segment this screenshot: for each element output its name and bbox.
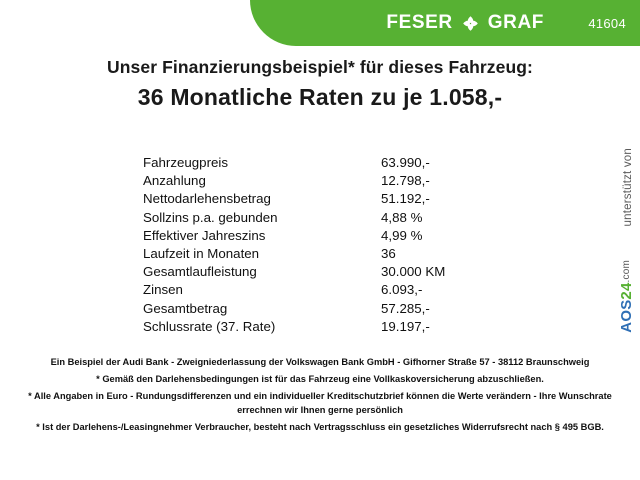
page-header — [0, 0, 640, 46]
footnote-line-3: * Alle Angaben in Euro - Rundungsdifferenzen und ein individueller Kreditschutzbrief können die Werte verändern - Ihre Wunschrate errechnen wir Ihnen gerne persönlich — [28, 391, 612, 415]
footnote-line-1: Ein Beispiel der Audi Bank - Zweigniederlassung der Volkswagen Bank GmbH - Gifhorner Straße 57 - 38112 Braunschweig — [50, 357, 590, 367]
clover-icon — [462, 15, 479, 32]
brand-name-feser: FESER — [386, 12, 453, 33]
aos24-logo — [618, 260, 635, 333]
row-value: 6.093,- — [381, 282, 423, 298]
table-row — [143, 210, 503, 228]
footnotes — [22, 356, 618, 434]
table-row — [143, 173, 503, 191]
row-value: 63.990,- — [381, 155, 430, 170]
brand-logo — [386, 0, 544, 46]
row-label: Effektiver Jahreszins — [143, 227, 266, 243]
table-row — [143, 301, 503, 319]
aos24-mid: OS — [618, 299, 635, 322]
row-label: Gesamtlaufleistung — [143, 264, 257, 280]
row-label: Zinsen — [143, 282, 183, 298]
row-value: 4,99 % — [381, 227, 423, 243]
table-row — [143, 246, 503, 264]
footnote-line-2: * Gemäß den Darlehensbedingungen ist für das Fahrzeug eine Vollkaskoversicherung abzuschließen. — [96, 374, 544, 385]
title-block — [0, 57, 640, 111]
row-label: Nettodarlehensbetrag — [143, 191, 271, 207]
table-row — [143, 228, 503, 246]
row-value: 19.197,- — [381, 318, 430, 334]
row-value: 57.285,- — [381, 300, 430, 316]
aos24-prefix: A — [618, 321, 635, 333]
aos24-number: 24 — [618, 282, 635, 300]
table-row — [143, 282, 503, 300]
aos24-suffix: .com — [621, 260, 632, 283]
table-row — [143, 191, 503, 209]
brand-name-graf: GRAF — [487, 12, 544, 33]
row-value: 36 — [381, 245, 396, 261]
row-value: 4,88 % — [381, 209, 423, 225]
vehicle-id: 41604 — [588, 15, 626, 31]
row-label: Fahrzeugpreis — [143, 155, 228, 170]
row-value: 51.192,- — [381, 191, 430, 207]
row-label: Schlussrate (37. Rate) — [143, 318, 276, 334]
page-subtitle: 36 Monatliche Raten zu je 1.058,- — [137, 84, 503, 110]
row-label: Gesamtbetrag — [143, 300, 228, 316]
row-label: Anzahlung — [143, 173, 206, 189]
footnote-line-4: * Ist der Darlehens-/Leasingnehmer Verbraucher, besteht nach Vertragsschluss ein gesetzliches Widerrufsrecht nach § 495 BGB. — [36, 421, 604, 432]
table-row — [143, 319, 503, 337]
supported-by-strip — [610, 148, 636, 338]
table-row — [143, 155, 503, 173]
row-value: 12.798,- — [381, 173, 430, 189]
row-value: 30.000 KM — [381, 264, 446, 280]
row-label: Sollzins p.a. gebunden — [143, 209, 278, 225]
row-label: Laufzeit in Monaten — [143, 245, 260, 261]
supported-by-label: unterstützt von — [622, 148, 634, 227]
finance-table — [143, 155, 503, 337]
page-title: Unser Finanzierungsbeispiel* für dieses Fahrzeug: — [107, 57, 533, 77]
table-row — [143, 264, 503, 282]
